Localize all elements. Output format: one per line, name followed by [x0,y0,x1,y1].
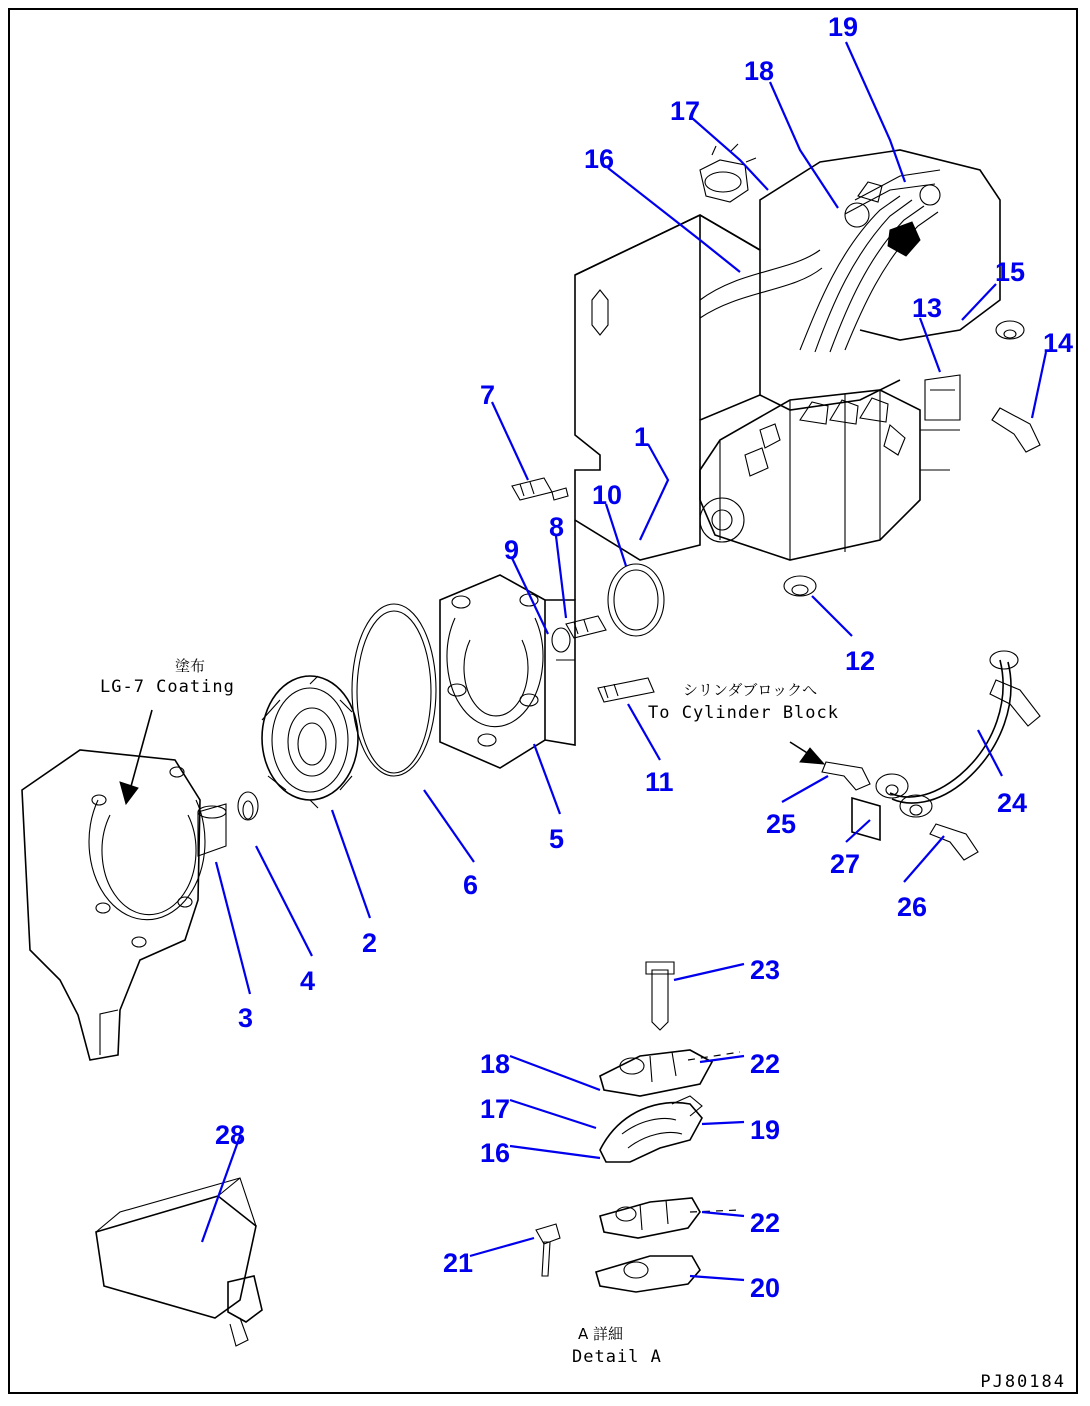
callout-number-5: 5 [549,824,565,854]
callout-number-10: 10 [592,480,623,510]
detail-a-label-jp: A 詳細 [578,1325,624,1343]
callout-number-22: 22 [750,1049,781,1079]
callout-number-20: 20 [750,1273,781,1303]
callout-number-17: 17 [670,96,701,126]
callout-number-13: 13 [912,293,943,323]
callout-number-27: 27 [830,849,861,879]
lg7-coating-label-jp: 塗布 [175,657,206,675]
callout-number-3: 3 [238,1003,254,1033]
callout-number-16: 16 [584,144,615,174]
to-cylinder-block-label-en: To Cylinder Block [648,703,839,723]
callout-number-19: 19 [828,12,859,42]
detail-a-label-en: Detail A [572,1347,662,1367]
callout-number-22b: 22 [750,1208,781,1238]
callout-number-16b: 16 [480,1138,511,1168]
callout-number-9: 9 [504,535,520,565]
callout-number-4: 4 [300,966,316,996]
callout-number-21: 21 [443,1248,474,1278]
callout-number-2: 2 [362,928,378,958]
callout-number-1: 1 [634,422,650,452]
callout-number-19b: 19 [750,1115,781,1145]
callout-number-12: 12 [845,646,876,676]
callout-number-28: 28 [215,1120,246,1150]
drawing-number: PJ80184 [980,1372,1066,1392]
callout-number-24: 24 [997,788,1028,818]
callout-number-14: 14 [1043,328,1074,358]
callout-number-8: 8 [549,512,565,542]
callout-number-11: 11 [645,767,674,797]
callout-number-18b: 18 [480,1049,511,1079]
callout-number-15: 15 [995,257,1026,287]
drawing-frame [8,8,1078,1394]
callout-number-18: 18 [744,56,775,86]
callout-number-17b: 17 [480,1094,511,1124]
lg7-coating-label-en: LG-7 Coating [100,677,235,697]
callout-number-26: 26 [897,892,928,922]
callout-number-25: 25 [766,809,797,839]
callout-number-23: 23 [750,955,781,985]
callout-number-6: 6 [463,870,479,900]
to-cylinder-block-label-jp: シリンダブロックへ [683,681,818,699]
callout-number-7: 7 [480,380,496,410]
